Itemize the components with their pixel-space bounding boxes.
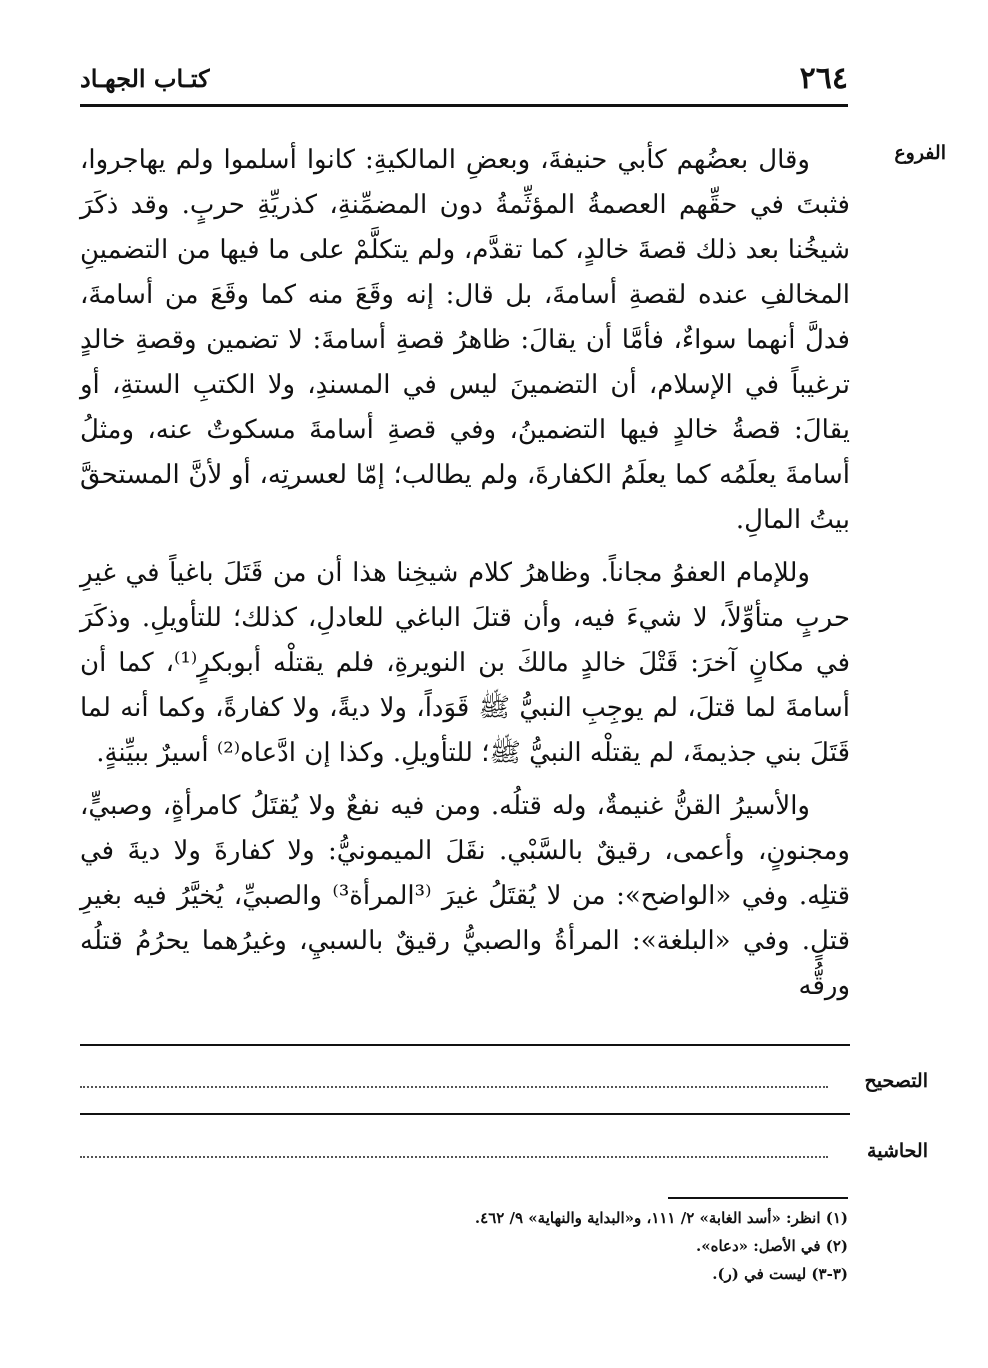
footnote: (٢) في الأصل: «دعاه».: [696, 1237, 848, 1255]
footnote: (٣-٣) ليست في (ر).: [712, 1265, 848, 1283]
correction-dotted-line[interactable]: [80, 1086, 828, 1088]
main-text: [80, 138, 850, 1017]
margin-note-label: الحاشية: [867, 1140, 928, 1162]
correction-row: [80, 1070, 928, 1100]
text-bottom-rule: [80, 1044, 850, 1046]
footnotes: [80, 1204, 848, 1288]
margin-note-dotted-line[interactable]: [80, 1156, 828, 1158]
middle-rule: [80, 1113, 850, 1115]
correction-label: التصحيح: [864, 1070, 928, 1092]
side-label: الفروع: [894, 142, 946, 164]
page-number: ٢٦٤: [799, 61, 848, 96]
paragraph: وللإمام العفوُ مجاناً. وظاهرُ كلام شيخِنا هذا أن من قَتَلَ باغياً في غيرِ حربٍ متأوِّلاً، لا شيءَ فيه، وأن قتلَ الباغي للعادلِ، كذلك؛ للتأويلِ. وذكَرَ في مكانٍ آخرَ: قَتْلَ خالدٍ مالكَ بن النويرةِ، فلم يقتلْه أبوبكرٍ⁽¹⁾، كما أن أسامةَ لما قتلَ، لم يوجِبِ النبيُّ ﷺ قَوَداً، ولا ديةً، ولا كفارةً، وكما أنه لما قَتَلَ بني جذيمةَ، لم يقتلْه النبيُّ ﷺ؛ للتأويلِ. وكذا إن ادَّعاه⁽²⁾ أسيرٌ ببيِّنةٍ.: [80, 558, 850, 768]
paragraph: وقال بعضُهم كأبي حنيفةَ، وبعضِ المالكيةِ: كانوا أسلموا ولم يهاجروا، فثبتَ في حقِّهم العصمةُ المؤثِّمةُ دون المضمِّنةِ، كذريِّةِ حربٍ. وقد ذكَرَ شيخُنا بعد ذلك قصةَ خالدٍ، كما تقدَّم، ولم يتكلَّمْ على ما فيها من التضمينِ المخالفِ عنده لقصةِ أسامةَ، بل قال: إنه وقَعَ منه كما وقَعَ من أسامةَ، فدلَّ أنهما سواءٌ، فأمَّا أن يقالَ: ظاهرُ قصةِ أسامةَ: لا تضمين وقصةِ خالدٍ ترغيباً في الإسلام، أن التضمينَ ليس في المسندِ، ولا الكتبِ الستةِ، أو يقالَ: قصةُ خالدٍ فيها التضمينُ، وفي قصةِ أسامةَ مسكوتٌ عنه، ومثلُ أسامةَ يعلَمُه كما يعلَمُ الكفارةَ، ولم يطالب؛ إمّا لعسرتِه، أو لأنَّ المستحقَّ بيتُ المالِ.: [80, 145, 850, 535]
page-header: [80, 62, 848, 98]
footnote-rule: [668, 1197, 848, 1199]
book-title: كتـاب الجهـاد: [80, 64, 210, 93]
footnote: (١) انظر: «أسد الغابة» ٢/ ١١١، و«البداية والنهاية» ٩/ ٤٦٢.: [474, 1209, 848, 1227]
margin-note-row: [80, 1140, 928, 1170]
paragraph: والأسيرُ القنُّ غنيمةٌ، وله قتلُه. ومن فيه نفعٌ ولا يُقتَلُ كامرأةٍ، وصبيٍّ، ومجنونٍ، وأعمى، رقيقٌ بالسَّبْي. نقَلَ الميمونيُّ: ولا كفارةَ ولا ديةَ في قتلِه. وفي «الواضح»: من لا يُقتَلُ غيرَ ⁽³المرأة³⁾ والصبيِّ، يُخيَّرُ فيه بغيرِ قتلٍ. وفي «البلغة»: المرأةُ والصبيُّ رقيقٌ بالسبيِ، وغيرُهما يحرُمُ قتلُه ورقُّه: [80, 791, 850, 1001]
header-rule: [80, 104, 848, 107]
